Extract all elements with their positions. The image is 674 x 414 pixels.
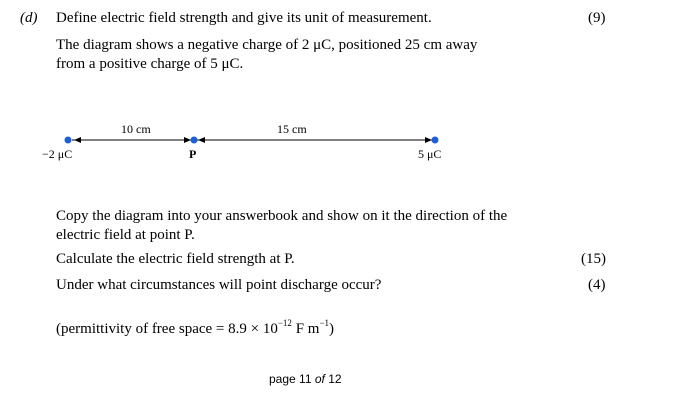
footer-page-number: 11 (299, 372, 312, 386)
negative-charge-label: −2 μC (42, 147, 73, 161)
arrow-head-right-charge (425, 137, 432, 143)
footer-page-word: page (269, 372, 296, 386)
discharge-question: Under what circumstances will point discharge occur? (56, 277, 382, 293)
copy-instruction-line-2: electric field at point P. (56, 227, 195, 243)
copy-instruction-line-1: Copy the diagram into your answerbook and show on it the direction of the (56, 208, 508, 224)
arrow-head-left-charge (74, 137, 81, 143)
calculate-question: Calculate the electric field strength at P. (56, 251, 295, 267)
question-line-2: The diagram shows a negative charge of 2 μC, positioned 25 cm away (56, 37, 478, 53)
distance-left-label: 10 cm (121, 122, 151, 136)
constant-prefix: (permittivity of free space = 8.9 × 10 (56, 321, 278, 337)
page-footer (269, 372, 342, 386)
question-line-1: Define electric field strength and give its unit of measurement. (56, 10, 432, 26)
distance-right-label: 15 cm (277, 122, 307, 136)
marks-calculate: (15) (581, 251, 606, 267)
unit-exponent: −1 (319, 318, 330, 328)
footer-of-word: of (314, 372, 325, 386)
constant-suffix: ) (329, 321, 335, 337)
arrow-head-p-outgoing (198, 137, 205, 143)
marks-discharge: (4) (588, 277, 606, 293)
negative-charge-dot (65, 137, 72, 144)
question-line-3: from a positive charge of 5 μC. (56, 56, 244, 72)
constant-unit: F m (291, 321, 320, 337)
marks-define: (9) (588, 10, 606, 26)
positive-charge-dot (432, 137, 439, 144)
arrow-head-p-incoming (184, 137, 191, 143)
permittivity-constant (56, 318, 335, 338)
point-p-dot (191, 137, 198, 144)
point-p-label: P (189, 147, 197, 161)
question-part-label: (d) (20, 10, 38, 26)
positive-charge-label: 5 μC (418, 147, 442, 161)
constant-exponent: −12 (277, 318, 292, 328)
footer-total-pages: 12 (328, 372, 342, 386)
